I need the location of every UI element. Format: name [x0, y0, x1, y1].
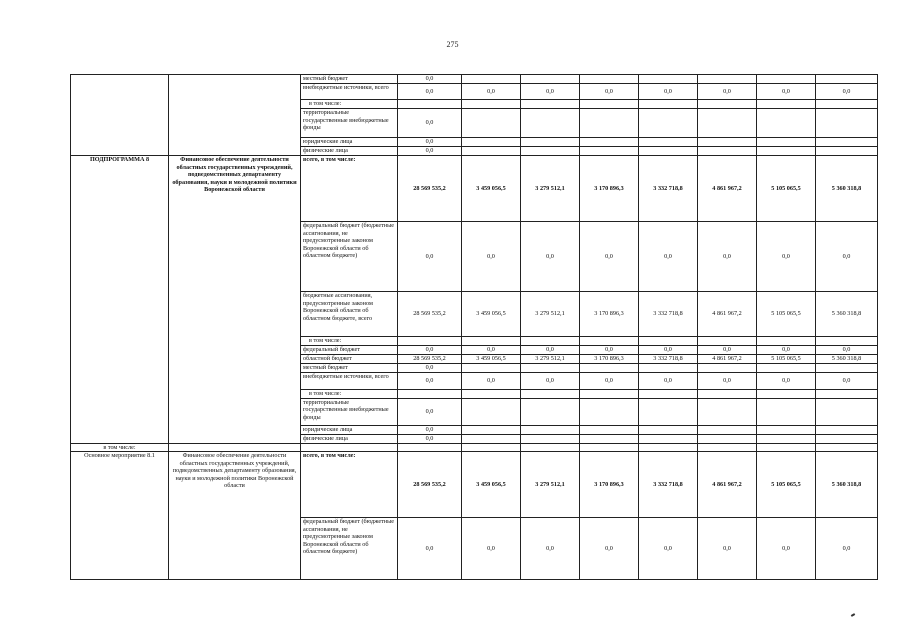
value-cell — [757, 363, 816, 372]
value-cell: 0,0 — [698, 345, 757, 354]
value-cell — [639, 75, 698, 84]
value-cell — [698, 100, 757, 109]
value-cell: 0,0 — [398, 84, 462, 100]
value-cell — [521, 398, 580, 425]
value-cell — [816, 425, 878, 434]
value-cell: 0,0 — [521, 345, 580, 354]
value-cell: 0,0 — [398, 147, 462, 156]
code-cell-continued — [71, 75, 169, 156]
value-cell — [698, 337, 757, 346]
value-cell: 0,0 — [698, 518, 757, 580]
row-label: областной бюджет — [301, 354, 398, 363]
value-cell: 4 861 967,2 — [698, 156, 757, 222]
value-cell — [462, 75, 521, 84]
value-cell — [521, 389, 580, 398]
value-cell: 0,0 — [521, 84, 580, 100]
empty-cell — [757, 443, 816, 452]
value-cell — [521, 425, 580, 434]
value-cell — [698, 434, 757, 443]
page-number: 275 — [446, 40, 459, 49]
value-cell: 0,0 — [398, 518, 462, 580]
value-cell: 5 360 318,8 — [816, 292, 878, 337]
value-cell — [816, 109, 878, 138]
value-cell — [462, 398, 521, 425]
value-cell — [816, 389, 878, 398]
empty-cell — [398, 443, 462, 452]
row-label: местный бюджет — [301, 363, 398, 372]
value-cell: 28 569 535,2 — [398, 354, 462, 363]
value-cell — [816, 363, 878, 372]
value-cell — [816, 398, 878, 425]
value-cell — [580, 138, 639, 147]
corner-mark — [851, 613, 855, 617]
value-cell — [521, 75, 580, 84]
value-cell — [698, 363, 757, 372]
value-cell — [639, 389, 698, 398]
value-cell: 4 861 967,2 — [698, 452, 757, 518]
value-cell — [462, 425, 521, 434]
value-cell: 3 279 512,1 — [521, 354, 580, 363]
value-cell — [757, 434, 816, 443]
value-cell — [816, 434, 878, 443]
value-cell: 0,0 — [757, 345, 816, 354]
value-cell — [521, 100, 580, 109]
value-cell — [757, 109, 816, 138]
value-cell: 3 279 512,1 — [521, 156, 580, 222]
value-cell: 3 332 718,8 — [639, 354, 698, 363]
value-cell: 0,0 — [816, 84, 878, 100]
value-cell: 3 279 512,1 — [521, 292, 580, 337]
value-cell — [698, 109, 757, 138]
value-cell: 0,0 — [398, 372, 462, 389]
value-cell: 0,0 — [521, 222, 580, 292]
budget-table-area — [70, 74, 878, 600]
value-cell — [816, 100, 878, 109]
value-cell: 0,0 — [816, 518, 878, 580]
value-cell: 3 332 718,8 — [639, 452, 698, 518]
row-label: физические лица — [301, 147, 398, 156]
empty-cell — [639, 443, 698, 452]
subprogram-name: Финансовое обеспечение деятельности областных государственных учреждений, подведомственных департаменту образования, науки и молодежной политики Воронежской области — [169, 156, 301, 444]
value-cell — [639, 147, 698, 156]
value-cell: 0,0 — [639, 84, 698, 100]
value-cell: 0,0 — [698, 372, 757, 389]
value-cell — [757, 147, 816, 156]
value-cell: 3 459 056,5 — [462, 156, 521, 222]
value-cell: 3 170 896,3 — [580, 292, 639, 337]
value-cell: 0,0 — [639, 372, 698, 389]
value-cell — [462, 147, 521, 156]
value-cell: 0,0 — [639, 518, 698, 580]
row-label: всего, в том числе: — [301, 156, 398, 222]
value-cell: 4 861 967,2 — [698, 292, 757, 337]
value-cell — [398, 337, 462, 346]
value-cell: 0,0 — [462, 222, 521, 292]
value-cell: 0,0 — [580, 345, 639, 354]
value-cell: 5 360 318,8 — [816, 354, 878, 363]
value-cell — [639, 434, 698, 443]
table-row — [71, 452, 878, 518]
value-cell: 3 459 056,5 — [462, 452, 521, 518]
value-cell: 0,0 — [462, 345, 521, 354]
value-cell: 0,0 — [398, 345, 462, 354]
value-cell — [580, 75, 639, 84]
empty-cell — [169, 443, 301, 452]
row-label: в том числе: — [301, 100, 398, 109]
including-label: в том числе: — [71, 443, 169, 452]
value-cell: 3 279 512,1 — [521, 452, 580, 518]
value-cell: 5 105 065,5 — [757, 452, 816, 518]
value-cell: 0,0 — [462, 518, 521, 580]
row-label: федеральный бюджет (бюджетные ассигнования, не предусмотренные законом Воронежской области об областном бюджете) — [301, 222, 398, 292]
value-cell — [757, 138, 816, 147]
row-label: территориальные государственные внебюджетные фонды — [301, 398, 398, 425]
empty-cell — [698, 443, 757, 452]
value-cell: 0,0 — [580, 222, 639, 292]
value-cell: 0,0 — [398, 138, 462, 147]
value-cell — [462, 138, 521, 147]
value-cell: 0,0 — [757, 222, 816, 292]
budget-table-body — [71, 75, 878, 580]
value-cell — [757, 389, 816, 398]
value-cell — [698, 75, 757, 84]
value-cell: 28 569 535,2 — [398, 292, 462, 337]
row-label: территориальные государственные внебюджетные фонды — [301, 109, 398, 138]
value-cell — [521, 363, 580, 372]
value-cell — [521, 109, 580, 138]
value-cell: 3 170 896,3 — [580, 354, 639, 363]
value-cell — [757, 398, 816, 425]
row-label: внебюджетные источники, всего — [301, 372, 398, 389]
value-cell — [698, 147, 757, 156]
row-label: местный бюджет — [301, 75, 398, 84]
subprogram-code: ПОДПРОГРАММА 8 — [71, 156, 169, 444]
value-cell: 0,0 — [580, 84, 639, 100]
value-cell — [521, 337, 580, 346]
value-cell — [757, 100, 816, 109]
value-cell — [580, 147, 639, 156]
value-cell — [580, 363, 639, 372]
value-cell: 0,0 — [698, 84, 757, 100]
value-cell — [698, 425, 757, 434]
measure-code: Основное мероприятие 8.1 — [71, 452, 169, 580]
value-cell: 0,0 — [462, 84, 521, 100]
row-label: федеральный бюджет (бюджетные ассигнования, не предусмотренные законом Воронежской области об областном бюджете) — [301, 518, 398, 580]
value-cell — [698, 398, 757, 425]
value-cell: 0,0 — [639, 345, 698, 354]
value-cell — [698, 389, 757, 398]
value-cell — [757, 337, 816, 346]
value-cell: 0,0 — [757, 372, 816, 389]
value-cell: 5 105 065,5 — [757, 292, 816, 337]
value-cell: 0,0 — [816, 372, 878, 389]
table-row — [71, 156, 878, 222]
value-cell: 5 360 318,8 — [816, 452, 878, 518]
value-cell — [639, 100, 698, 109]
row-label: в том числе: — [301, 389, 398, 398]
value-cell — [639, 363, 698, 372]
value-cell — [462, 109, 521, 138]
row-label: всего, в том числе: — [301, 452, 398, 518]
value-cell: 0,0 — [757, 84, 816, 100]
value-cell — [639, 109, 698, 138]
value-cell — [698, 138, 757, 147]
value-cell — [580, 389, 639, 398]
value-cell: 0,0 — [816, 345, 878, 354]
value-cell: 3 459 056,5 — [462, 354, 521, 363]
value-cell — [639, 398, 698, 425]
empty-cell — [301, 443, 398, 452]
value-cell — [580, 425, 639, 434]
value-cell: 0,0 — [462, 372, 521, 389]
value-cell: 0,0 — [521, 518, 580, 580]
value-cell — [816, 75, 878, 84]
value-cell: 3 332 718,8 — [639, 292, 698, 337]
empty-cell — [580, 443, 639, 452]
value-cell — [580, 109, 639, 138]
value-cell — [639, 138, 698, 147]
value-cell — [398, 100, 462, 109]
value-cell — [462, 389, 521, 398]
value-cell: 0,0 — [398, 425, 462, 434]
value-cell: 0,0 — [816, 222, 878, 292]
value-cell: 0,0 — [639, 222, 698, 292]
value-cell — [462, 434, 521, 443]
value-cell — [521, 138, 580, 147]
value-cell: 5 360 318,8 — [816, 156, 878, 222]
value-cell: 0,0 — [521, 372, 580, 389]
value-cell: 4 861 967,2 — [698, 354, 757, 363]
value-cell — [639, 337, 698, 346]
value-cell — [580, 398, 639, 425]
value-cell: 3 170 896,3 — [580, 156, 639, 222]
row-label: юридические лица — [301, 425, 398, 434]
value-cell: 3 459 056,5 — [462, 292, 521, 337]
budget-table — [70, 74, 878, 580]
value-cell: 0,0 — [398, 222, 462, 292]
value-cell — [757, 425, 816, 434]
name-cell-continued — [169, 75, 301, 156]
row-label: в том числе: — [301, 337, 398, 346]
value-cell: 5 105 065,5 — [757, 354, 816, 363]
value-cell: 0,0 — [757, 518, 816, 580]
row-label: физические лица — [301, 434, 398, 443]
value-cell: 5 105 065,5 — [757, 156, 816, 222]
value-cell — [462, 100, 521, 109]
measure-name: Финансовое обеспечение деятельности областных государственных учреждений, подведомственных департаменту образования, науки и молодежной политики Воронежской области — [169, 452, 301, 580]
value-cell — [757, 75, 816, 84]
row-label: юридические лица — [301, 138, 398, 147]
value-cell — [521, 434, 580, 443]
row-label: бюджетные ассигнования, предусмотренные законом Воронежской области об областном бюджете, всего — [301, 292, 398, 337]
value-cell — [398, 389, 462, 398]
empty-cell — [521, 443, 580, 452]
value-cell — [816, 337, 878, 346]
value-cell: 0,0 — [398, 398, 462, 425]
value-cell: 0,0 — [580, 372, 639, 389]
value-cell — [639, 425, 698, 434]
value-cell — [580, 337, 639, 346]
value-cell — [816, 138, 878, 147]
value-cell: 0,0 — [398, 434, 462, 443]
value-cell: 28 569 535,2 — [398, 452, 462, 518]
value-cell: 0,0 — [398, 109, 462, 138]
value-cell — [462, 337, 521, 346]
table-row — [71, 443, 878, 452]
value-cell: 0,0 — [398, 363, 462, 372]
value-cell — [580, 434, 639, 443]
table-row — [71, 75, 878, 84]
value-cell: 0,0 — [698, 222, 757, 292]
value-cell: 28 569 535,2 — [398, 156, 462, 222]
value-cell — [816, 147, 878, 156]
value-cell — [462, 363, 521, 372]
value-cell — [580, 100, 639, 109]
value-cell: 0,0 — [580, 518, 639, 580]
value-cell — [521, 147, 580, 156]
value-cell: 3 170 896,3 — [580, 452, 639, 518]
row-label: федеральный бюджет — [301, 345, 398, 354]
value-cell: 0,0 — [398, 75, 462, 84]
value-cell: 3 332 718,8 — [639, 156, 698, 222]
empty-cell — [816, 443, 878, 452]
row-label: внебюджетные источники, всего — [301, 84, 398, 100]
empty-cell — [462, 443, 521, 452]
